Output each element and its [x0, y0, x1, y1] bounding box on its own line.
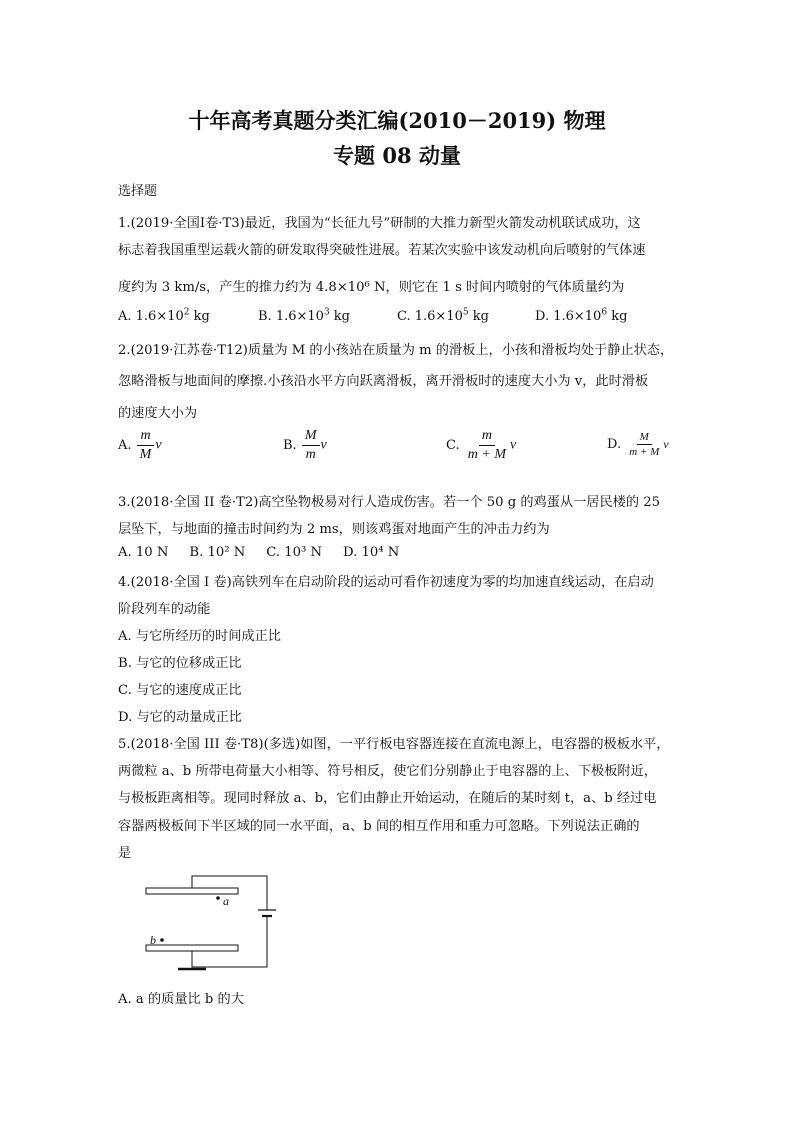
question-5-line: 是	[118, 846, 132, 861]
question-3-line: 3.(2018·全国 II 卷·T2)高空坠物极易对行人造成伤害。若一个 50 g 的鸡蛋从一居民楼的 25	[118, 495, 661, 510]
question-3-options: A. 10 N B. 10² N C. 10³ N D. 10⁴ N	[118, 545, 400, 560]
fraction: $\frac{m}{m + M}$	[467, 428, 506, 462]
question-1-option-b: B. $1.6\times 10^3$ kg	[258, 307, 351, 324]
question-1-line: 1.(2019·全国Ⅰ卷·T3)最近，我国为“长征九号”研制的大推力新型火箭发动机联试成功，这	[118, 216, 641, 231]
question-4-option-a: A. 与它所经历的时间成正比	[118, 629, 281, 644]
question-2-line: 忽略滑板与地面间的摩擦.小孩沿水平方向跃离滑板，离开滑板时的速度大小为 v，此时滑板	[118, 374, 649, 389]
particle-b	[160, 938, 164, 942]
question-2-line: 2.(2019·江苏卷·T12)质量为 M 的小孩站在质量为 m 的滑板上，小孩和滑板均处于静止状态，	[118, 343, 674, 358]
question-1-option-c: C. $1.6\times 10^5$ kg	[397, 307, 489, 324]
question-4-line: 阶段列车的动能	[118, 602, 211, 617]
question-5-line: 5.(2018·全国 III 卷·T8)(多选)如图，一平行板电容器连接在直流电源上，电容器的极板水平，	[118, 737, 670, 752]
fraction: $\frac{m}{M}$	[137, 428, 155, 463]
question-2-option-b: B. $\frac{M}{m}$ v	[283, 428, 327, 462]
question-4-option-b: B. 与它的位移成正比	[118, 656, 242, 671]
fraction: $\frac{M}{m + M}$	[629, 431, 660, 458]
question-3-line: 层坠下，与地面的撞击时间约为 2 ms，则该鸡蛋对地面产生的冲击力约为	[118, 522, 550, 537]
question-1-line: 标志着我国重型运载火箭的研发取得突破性进展。若某次实验中该发动机向后喷射的气体速	[118, 243, 646, 258]
question-5-line: 与极板距离相等。现同时释放 a、b，它们由静止开始运动，在随后的某时刻 t，a、b 经过电	[118, 791, 657, 806]
question-1-option-a: A. $1.6\times 10^2$ kg	[118, 307, 210, 324]
particle-a-label: a	[223, 894, 229, 908]
section-heading: 选择题	[118, 184, 158, 199]
question-1-option-d: D. $1.6\times 10^6$ kg	[535, 307, 628, 324]
question-2-option-a: A. $\frac{m}{M}$ v	[118, 428, 162, 462]
particle-b-label: b	[150, 933, 156, 947]
fraction: $\frac{M}{m}$	[302, 428, 320, 463]
question-5-option-a: A. a 的质量比 b 的大	[118, 992, 244, 1007]
question-5-line: 容器两极板间下半区域的同一水平面，a、b 间的相互作用和重力可忽略。下列说法正确的	[118, 819, 640, 834]
capacitor-circuit-diagram	[140, 868, 290, 978]
question-2-option-c: C. $\frac{m}{m + M}$ v	[446, 428, 517, 462]
question-5-line: 两微粒 a、b 所带电荷量大小相等、符号相反，使它们分别静止于电容器的上、下极板附近，	[118, 764, 657, 779]
document-subtitle: 专题 08 动量	[333, 143, 461, 168]
question-4-line: 4.(2018·全国 I 卷)高铁列车在启动阶段的运动可看作初速度为零的均加速直线运动，在启动	[118, 575, 654, 590]
question-4-option-d: D. 与它的动量成正比	[118, 710, 242, 725]
question-2-option-d: D. $\frac{M}{m + M}$ v	[607, 431, 669, 458]
wire-bottom	[192, 916, 267, 967]
document-title: 十年高考真题分类汇编(2010－2019) 物理	[188, 108, 606, 133]
lower-plate	[146, 945, 238, 951]
particle-a	[216, 896, 220, 900]
question-1-line: 度约为 3 km/s，产生的推力约为 4.8×10⁶ N，则它在 1 s 时间内喷射的气体质量约为	[118, 280, 625, 295]
question-2-line: 的速度大小为	[118, 406, 198, 421]
question-4-option-c: C. 与它的速度成正比	[118, 683, 242, 698]
